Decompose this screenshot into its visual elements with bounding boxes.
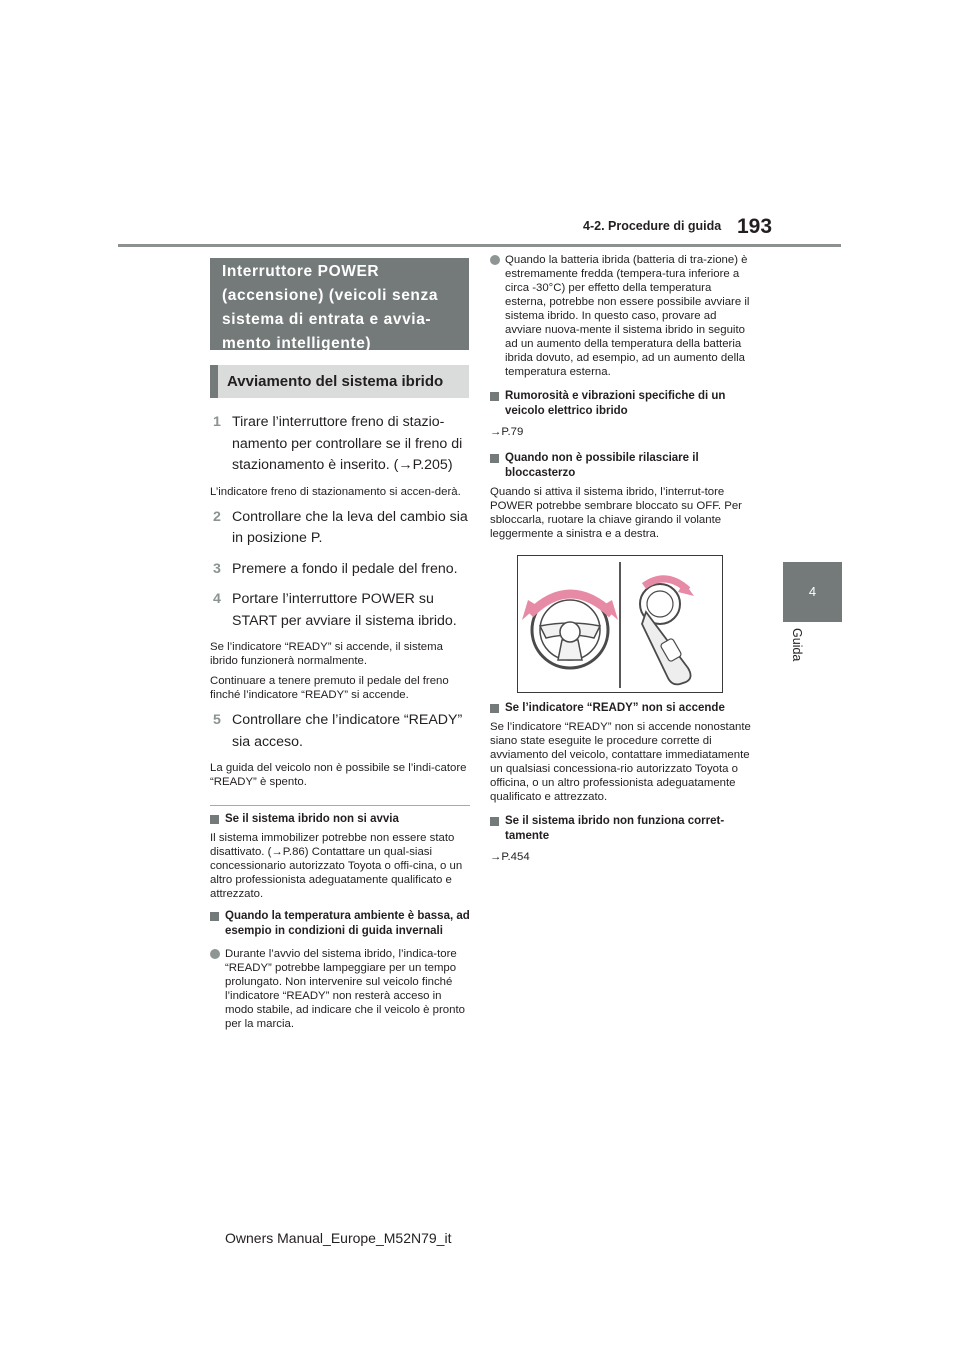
footer-manual-id: Owners Manual_Europe_M52N79_it — [225, 1230, 452, 1246]
step-number: 1 — [213, 414, 221, 430]
heading-text: Rumorosità e vibrazioni specifiche di un veicolo elettrico ibrido — [505, 390, 726, 417]
step-2 — [210, 507, 470, 550]
step-number: 4 — [213, 591, 221, 607]
step-1-note: L’indicatore freno di stazionamento si accen-derà. — [210, 485, 461, 498]
step-number: 5 — [213, 712, 221, 728]
subtitle-text: Avviamento del sistema ibrido — [227, 373, 444, 390]
right-column — [490, 253, 752, 864]
heading-text: Quando non è possibile rilasciare il bloccasterzo — [505, 452, 699, 479]
step-text: Portare l’interruttore POWER su START per avviare il sistema ibrido. — [232, 591, 457, 629]
heading-low-temperature — [210, 909, 470, 939]
page-reference: →P.79 — [490, 426, 524, 438]
step-5 — [210, 710, 470, 753]
round-bullet-icon — [210, 949, 220, 959]
paragraph-ready-not-on: Se l’indicatore “READY” non si accende nonostante siano state eseguite le procedure corrette di avviamento del veicolo, contattare immediatamente un qualsiasi concessiona-rio autorizzato Toyota o officina, o un altro professionista adeguatamente qualificato e attrezzato. — [490, 721, 751, 803]
subtitle-bar — [210, 365, 218, 398]
step-text: Controllare che la leva del cambio sia in posizione P. — [232, 508, 468, 546]
left-column — [210, 258, 470, 1031]
square-bullet-icon — [490, 817, 499, 826]
illustration-svg — [518, 556, 722, 692]
heading-noise-vibration — [490, 389, 752, 419]
page-number: 193 — [737, 215, 773, 238]
step-4-note-2: Continuare a tenere premuto il pedale del freno finché l’indicatore “READY” si accende. — [210, 675, 449, 701]
heading-text: Se il sistema ibrido non funziona corret-tamente — [505, 815, 725, 842]
square-bullet-icon — [490, 454, 499, 463]
square-bullet-icon — [210, 815, 219, 824]
step-4 — [210, 589, 470, 632]
step-text: Tirare l’interruttore freno di stazio-namento per controllare se il freno di stazionamento è inserito. (→P.205) — [232, 414, 463, 473]
bullet-text: Durante l’avvio del sistema ibrido, l’indica-tore “READY” potrebbe lampeggiare per un tempo prolungato. Non intervenire sul veicolo finché l’indicatore “READY” non resterà acceso in modo stabile, ad indicare che il veicolo è pronto per la marcia. — [225, 948, 465, 1030]
heading-steering-lock — [490, 451, 752, 481]
step-text: Premere a fondo il pedale del freno. — [232, 560, 458, 577]
section-divider — [210, 805, 470, 806]
step-4-note-1: Se l’indicatore “READY” si accende, il sistema ibrido funzionerà normalmente. — [210, 641, 443, 667]
step-number: 3 — [213, 560, 221, 577]
step-3 — [210, 559, 470, 581]
section-title: Interruttore POWER (accensione) (veicoli senza sistema di entrata e avvia-mento intelligente) — [222, 263, 439, 352]
bullet-cold-battery — [490, 253, 752, 379]
header-rule — [118, 244, 841, 247]
heading-ready-not-on — [490, 701, 752, 716]
steering-lock-illustration — [517, 555, 723, 693]
heading-text: Quando la temperatura ambiente è bassa, ad esempio in condizioni di guida invernali — [225, 910, 470, 937]
step-number: 2 — [213, 508, 221, 525]
subtitle-box — [210, 365, 469, 398]
bullet-ready-blinking — [210, 947, 470, 1031]
step-text: Controllare che l’indicatore “READY” sia acceso. — [232, 712, 463, 750]
heading-text: Se l’indicatore “READY” non si accende — [505, 702, 725, 714]
chapter-label: Guida — [790, 628, 804, 662]
chapter-tab: 4 — [783, 562, 842, 622]
round-bullet-icon — [490, 255, 500, 265]
page-reference: →P.454 — [490, 851, 530, 863]
heading-text: Se il sistema ibrido non si avvia — [225, 813, 399, 825]
heading-malfunction — [490, 814, 752, 844]
square-bullet-icon — [210, 912, 219, 921]
section-title-box — [210, 258, 469, 350]
key-icon — [640, 579, 694, 685]
paragraph-steering-lock: Quando si attiva il sistema ibrido, l’interrut-tore POWER potrebbe sembrare bloccato su OFF. Per sbloccarla, ruotare la chiave girando il volante leggermente a sinistra e a destra. — [490, 486, 742, 540]
paragraph-no-start: Il sistema immobilizer potrebbe non essere stato disattivato. (→P.86) Contattare un qual-siasi concessionario autorizzato Toyota o offi-cina, o un altro professionista adeguatamente qualificato e attrezzato. — [210, 832, 463, 900]
step-5-note: La guida del veicolo non è possibile se l’indi-catore “READY” è spento. — [210, 762, 467, 788]
heading-no-start — [210, 812, 470, 827]
header-section-title: 4-2. Procedure di guida — [583, 219, 722, 233]
step-1 — [210, 412, 470, 477]
bullet-text: Quando la batteria ibrida (batteria di tra-zione) è estremamente fredda (tempera-tura inferiore a circa -30°C) per effetto della temperatura esterna, potrebbe non essere possibile avviare il sistema ibrido. In questo caso, provare ad avviare nuova-mente il sistema ibrido in seguito ad un aumento della temperatura della batteria ibrida dovuto, ad esempio, ad un aumento della temperatura esterna. — [505, 254, 750, 378]
square-bullet-icon — [490, 392, 499, 401]
square-bullet-icon — [490, 704, 499, 713]
